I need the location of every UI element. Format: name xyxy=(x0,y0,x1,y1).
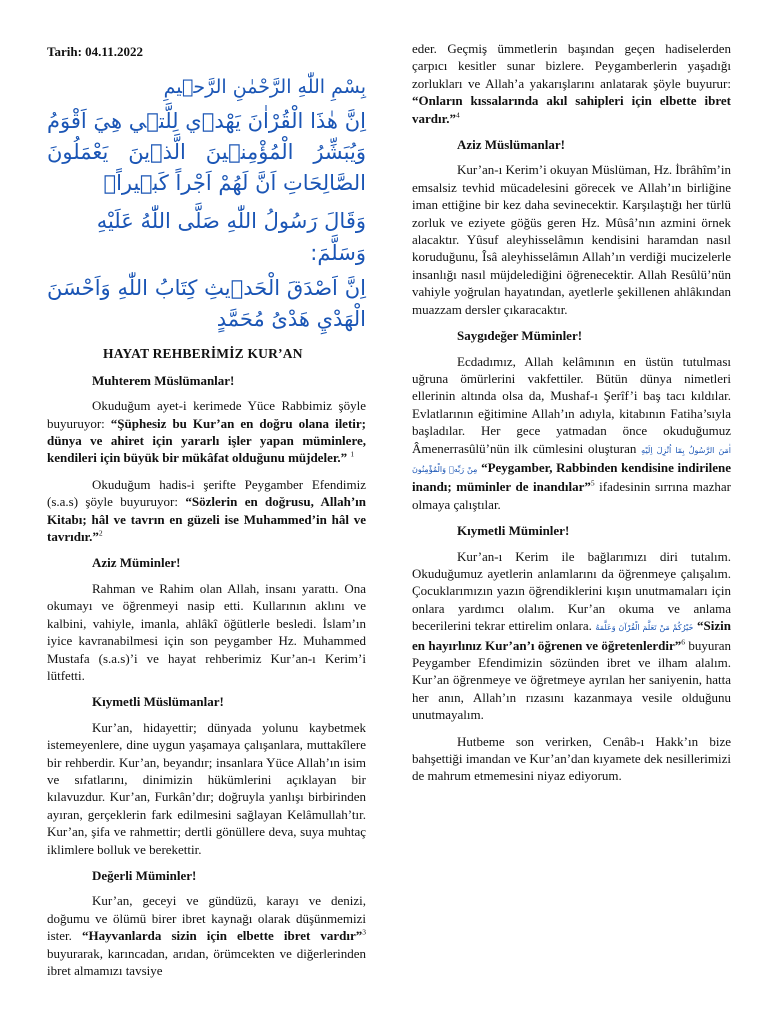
paragraph-text: Okuduğum ayet-i kerimede Yüce Rabbimiz şöyle buyuruyor: xyxy=(47,398,366,431)
paragraph xyxy=(412,40,731,127)
paragraph: Hutbeme son verirken, Cenâb-ı Hakk’ın bize bahşettiği imandan ve Kur’an’dan kıyamete dek nesillerimizi de mahrum etmemesini niyaz ediyorum. xyxy=(412,733,731,784)
section-heading: Değerli Müminler! xyxy=(92,867,197,883)
section-heading: Muhterem Müslümanlar! xyxy=(92,372,235,388)
footnote-ref: 6 xyxy=(681,637,686,647)
hadith-arabic: اِنَّ اَصْدَقَ الْحَد۪يثِ كِتَابُ اللّٰهِ وَاَحْسَنَ الْهَدْيِ هَدْىُ مُحَمَّدٍ xyxy=(47,276,366,332)
hadith-intro-arabic: وَقَالَ رَسُولُ اللّٰهِ صَلَّى اللّٰهُ عَلَيْهِ وَسَلَّمَ: xyxy=(96,209,366,266)
paragraph: Rahman ve Rahim olan Allah, insanı yarattı. Ona okumayı ve öğrenmeyi nasip etti. Kullarının aklını ve kalbini, vahiyle, imanla, ahlâkî öğütlerle besledi. İslam’ın iyice kavranabilmesi için son peygamber Hz. Muhammed Mustafa (s.a.s)’i ve hayat rehberimiz Kur’an-ı Kerim’i lütfetti. xyxy=(47,580,366,683)
paragraph xyxy=(47,476,366,546)
footnote-ref: 3 xyxy=(362,927,366,937)
paragraph-text: eder. Geçmiş ümmetlerin başından geçen hadiselerden çarpıcı kesitler sunar bizlere. Peygamberlerin yaşadığı zorlukları ve Allah’a yakarışlarını anlatarak şöyle buyurur: xyxy=(412,41,731,91)
section-heading: Saygıdeğer Müminler! xyxy=(457,328,583,344)
section-heading: Aziz Müslümanlar! xyxy=(457,137,565,153)
quote-text: “Hayvanlarda sizin için elbette ibret vardır” xyxy=(81,928,363,944)
paragraph-text: ifadesinin sırrına mazhar olmaya çalıştılar. xyxy=(412,479,731,512)
quote-text: “Sizin en hayırlınız Kur’an’ı öğrenen ve öğretenlerdir” xyxy=(412,618,731,653)
paragraph xyxy=(412,548,731,724)
quote-text: “Onların kıssalarında akıl sahipleri için elbette ibret vardır.” xyxy=(412,93,731,126)
footnote-ref: 2 xyxy=(98,528,103,538)
ayah-arabic: اِنَّ هٰذَا الْقُرْاٰنَ يَهْد۪ي لِلَّت۪ي هِيَ اَقْوَمُ وَيُبَشِّرُ الْمُؤْمِن۪ينَ الَّذ۪ينَ يَعْمَلُونَ الصَّالِحَاتِ اَنَّ لَهُمْ اَجْراً كَب۪يراًۙ xyxy=(47,109,366,196)
quote-text: “Şüphesiz bu Kur’an en doğru olana iletir; dünya ve ahiret için yararlı işler yapan müminlere, kendileri için büyük bir mükâfat olduğunu müjdeler.” xyxy=(47,415,366,466)
right-column xyxy=(412,40,731,794)
paragraph-text: Kur’an-ı Kerim ile bağlarımızı diri tutalım. Okuduğumuz ayetlerin anlamlarını da öğrenmeye çalışalım. Çocuklarımızın yazın öğrendiklerini kışın unutmamaları için onlara yardımcı olalım. Kur’an okuma ve anlama becerilerini tekrar ettirelim onlara. xyxy=(412,548,731,634)
paragraph-text: Kur’an, geceyi ve gündüzü, karayı ve denizi, doğumu ve ölümü birer ibret kaynağı olarak düşünmemizi ister. xyxy=(47,893,366,944)
section-heading: Kıymetli Müslümanlar! xyxy=(92,694,224,710)
sermon-title: HAYAT REHBERİMİZ KUR’AN xyxy=(103,346,303,362)
inline-arabic-hadith: خَيْرُكُمْ مَنْ تَعَلَّمَ الْقُرْآنَ وَعَلَّمَهُ xyxy=(595,623,694,633)
quote-text: “Sözlerin en doğrusu, Allah’ın Kitabı; hâl ve tavrın en güzeli ise Muhammed’in hâl ve tavrıdır.” xyxy=(47,494,366,545)
paragraph-text: buyuran Peygamber Efendimizin sözünden ibret ve ilham alalım. Kur’an öğrenmeye ve öğretmeye ayrılan her saniyenin, hatta her anın, Allah’ın rızasını kazanmaya vesile olduğunu unutmayalım. xyxy=(412,637,731,723)
left-column xyxy=(47,40,366,988)
section-heading: Kıymetli Müminler! xyxy=(457,523,570,539)
paragraph xyxy=(47,892,366,979)
quote-text: “Peygamber, Rabbinden kendisine indirilene inandı; müminler de inandılar” xyxy=(412,459,731,495)
paragraph xyxy=(47,397,366,467)
paragraph xyxy=(412,353,731,514)
paragraph: Kur’an, hidayettir; dünyada yolunu kaybetmek istemeyenlere, dine uygun yaşamaya çalışanlara, muttakîlere bir rehberdir. Kur’an, beyandır; insanlara Yüce Allah’ın isim ve sıfatlarını, dinimizin hükümlerini açıklayan bir kılavuzdur. Kur’an, Furkân’dır; doğruyla yanlışı birbirinden ayıran, gerçeklerin fark edilmesini sağlayan Kelâmullah’tır. Kur’an, şifa ve rahmettir; dertli gönüllere deva, suya muhtaç iklimlere bolluk ve berekettir. xyxy=(47,719,366,857)
footnote-ref: 5 xyxy=(590,479,595,489)
paragraph-text: buyurarak, karıncadan, arıdan, örümcekten ve diğerlerinden ibret almamızı tavsiye xyxy=(47,945,366,978)
section-heading: Aziz Müminler! xyxy=(92,555,181,571)
footnote-ref: 1 xyxy=(350,450,355,460)
basmala-arabic: بِسْمِ اللّٰهِ الرَّحْمٰنِ الرَّح۪يمِ xyxy=(163,76,366,99)
footnote-ref: 4 xyxy=(455,110,460,120)
paragraph: Kur’an-ı Kerim’i okuyan Müslüman, Hz. İbrâhîm’in emsalsiz tevhid mücadelesini görecek ve Allah’ın birliğine iman ettiğine bir kez daha sevinecektir. Karşılaştığı her türlü zorluk ve eziyete göğüs geren Hz. Mûsâ’nın azmini örnek alacaktır. Yûsuf aleyhisselâmın kendisini haramdan nasıl koruduğunu, Îsâ aleyhisselâmın Allah’ın verdiği mucizelerle insanlığı nasıl müjdelediğini öğrenecektir. Allah Resûlü’nün vahiyle yoğrulan hayatından, ayetlerle şekillenen ahlâkından muazzam dersler çıkaracaktır. xyxy=(412,162,731,317)
inline-arabic-verse: اٰمَنَ الرَّسُولُ بِمَٓا اُنْزِلَ اِلَيْهِ مِنْ رَبِّه۪ وَالْمُؤْمِنُونَ xyxy=(412,445,731,474)
date-label: Tarih: 04.11.2022 xyxy=(47,44,143,59)
paragraph-text: Okuduğum hadis-i şerifte Peygamber Efendimiz (s.a.s) şöyle buyuruyor: xyxy=(47,476,366,510)
paragraph-text: Ecdadımız, Allah kelâmının en üstün tutulması uğruna ömürlerini vakfettiler. Bütün dünya nimetleri ellerinin altında olsa da, Mushaf-ı Şerîf’i baş tacı kıldılar. Evlatlarının eğitimine Allah’ın adıyla, kitabının Fatiha’sıyla başladılar. Her gece yatmadan önce okuduğumuz Âmenerrasûlü’nün ilk cümlesini oluşturan xyxy=(412,353,731,456)
